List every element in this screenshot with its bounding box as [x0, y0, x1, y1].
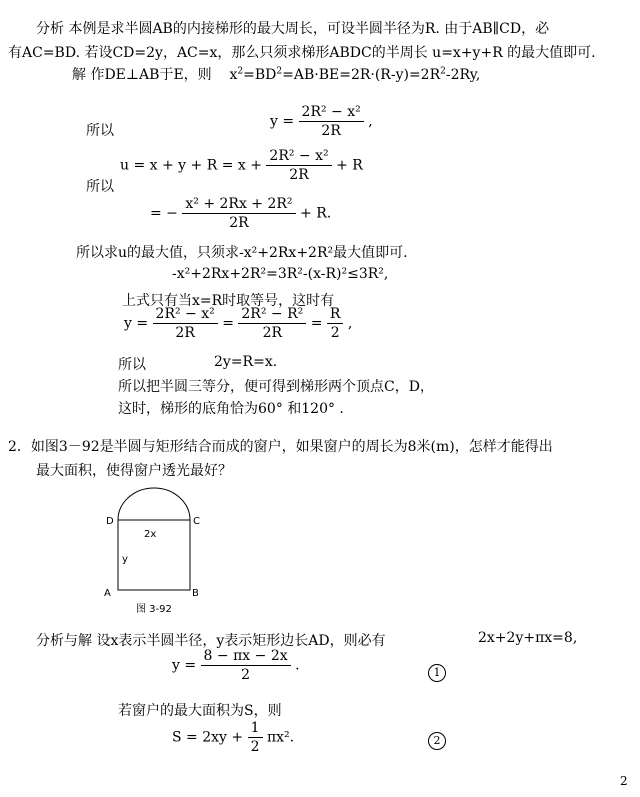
- eq-tail: + R: [336, 157, 363, 174]
- eq-lhs: = −: [150, 205, 178, 222]
- text-line: 分析 本例是求半圆AB的内接梯形的最大周长，可设半圆半径为R. 由于AB∥CD，必: [36, 21, 550, 37]
- fraction: [266, 148, 331, 183]
- equation-marker-1: 1: [428, 664, 446, 682]
- eq-sign: =: [222, 315, 234, 332]
- numerator: 2R² − R²: [238, 306, 306, 324]
- numerator: 1: [248, 720, 263, 738]
- fraction: [238, 306, 306, 341]
- text-line: 所以把半圆三等分，便可得到梯形两个顶点C，D，: [118, 379, 434, 395]
- denominator: 2: [250, 739, 260, 755]
- text-span: x: [229, 67, 238, 83]
- equation-4: [124, 306, 352, 341]
- numerator: 2R² − x²: [299, 104, 364, 122]
- text-line: 若窗户的最大面积为S，则: [118, 703, 282, 719]
- page-number: 2: [620, 774, 628, 788]
- text-span: =AB·BE=2R·(R-y)=2R: [282, 67, 441, 83]
- eq-tail: ,: [368, 113, 373, 130]
- denominator: 2R: [321, 123, 341, 139]
- text-line: 2x+2y+πx=8,: [478, 630, 578, 646]
- denominator: 2R: [175, 325, 195, 341]
- text-line: 有AC=BD. 若设CD=2y，AC=x，那么只须求梯形ABDC的半周长 u=x+y+R 的最大值即可.: [8, 45, 596, 61]
- text-line: 分析与解 设x表示半圆半径，y表示矩形边长AD，则必有: [36, 633, 386, 649]
- eq-lead: 所以: [86, 179, 114, 195]
- text-line: -x²+2Rx+2R²=3R²-(x-R)²≤3R²,: [172, 266, 389, 282]
- equation-1: [270, 104, 373, 139]
- eq-lhs: y =: [172, 657, 197, 674]
- equation-2: [120, 148, 363, 183]
- eq-tail: ,: [347, 315, 353, 332]
- fraction: [182, 196, 295, 231]
- equation-5: [172, 648, 300, 683]
- equation-marker-2: 2: [428, 732, 446, 750]
- eq-lhs: S = 2xy +: [172, 729, 244, 746]
- numerator: x² + 2Rx + 2R²: [182, 196, 295, 214]
- eq-tail: .: [295, 657, 300, 674]
- question-line: 最大面积，使得窗户透光最好？: [36, 463, 232, 479]
- eq-lhs: u = x + y + R = x +: [120, 157, 262, 174]
- text-span: 解 作DE⊥AB于E，则: [72, 67, 212, 83]
- equation-6: [172, 720, 294, 755]
- text-line: 上式只有当x=R时取等号，这时有: [122, 293, 335, 309]
- fraction: [248, 720, 263, 755]
- eq-tail: + R.: [300, 205, 332, 222]
- eq-tail: πx².: [266, 729, 295, 746]
- label-a: A: [104, 588, 111, 599]
- eq-lead: 所以: [86, 123, 114, 139]
- text-line: 解 作DE⊥AB于E，则 $x^2=BD^2=AB\cdot BE=2R\cdot(R-y)=2R^2-2Ry$,: [72, 66, 481, 83]
- text-line: 所以: [118, 357, 146, 373]
- text-line: 所以求u的最大值，只须求-x²+2Rx+2R²最大值即可.: [76, 245, 408, 261]
- denominator: 2R: [289, 167, 309, 183]
- label-c: C: [193, 516, 200, 527]
- denominator: 2R: [262, 325, 283, 341]
- equation-3: [150, 196, 331, 231]
- text-line: 这时，梯形的底角恰为60° 和120° .: [118, 401, 344, 417]
- numerator: 8 − πx − 2x: [201, 648, 291, 666]
- semicircle-arc: [118, 488, 190, 520]
- label-b: B: [192, 588, 199, 599]
- fraction: [153, 306, 218, 341]
- text-span: =BD: [243, 67, 277, 83]
- numerator: 2R² − x²: [153, 306, 218, 324]
- figure-caption: 图 3-92: [136, 604, 172, 615]
- denominator: 2R: [229, 215, 249, 231]
- label-2x: 2x: [144, 529, 157, 540]
- numerator: R: [327, 306, 344, 324]
- fraction: [299, 104, 364, 139]
- question-line: 2．如图3－92是半圆与矩形结合而成的窗户，如果窗户的周长为8米(m)，怎样才能得出: [8, 439, 553, 455]
- fraction: [201, 648, 291, 683]
- fraction: [327, 306, 344, 341]
- eq-lhs: y =: [124, 315, 149, 332]
- window-figure: [100, 484, 210, 616]
- text-line: 2y=R=x.: [214, 354, 278, 370]
- text-span: -2Ry,: [445, 67, 481, 83]
- label-d: D: [106, 516, 114, 527]
- denominator: 2: [241, 667, 251, 683]
- label-y: y: [122, 554, 128, 565]
- eq-lhs: y =: [270, 113, 295, 130]
- denominator: 2: [330, 325, 340, 341]
- numerator: 2R² − x²: [266, 148, 331, 166]
- eq-sign: =: [310, 315, 323, 332]
